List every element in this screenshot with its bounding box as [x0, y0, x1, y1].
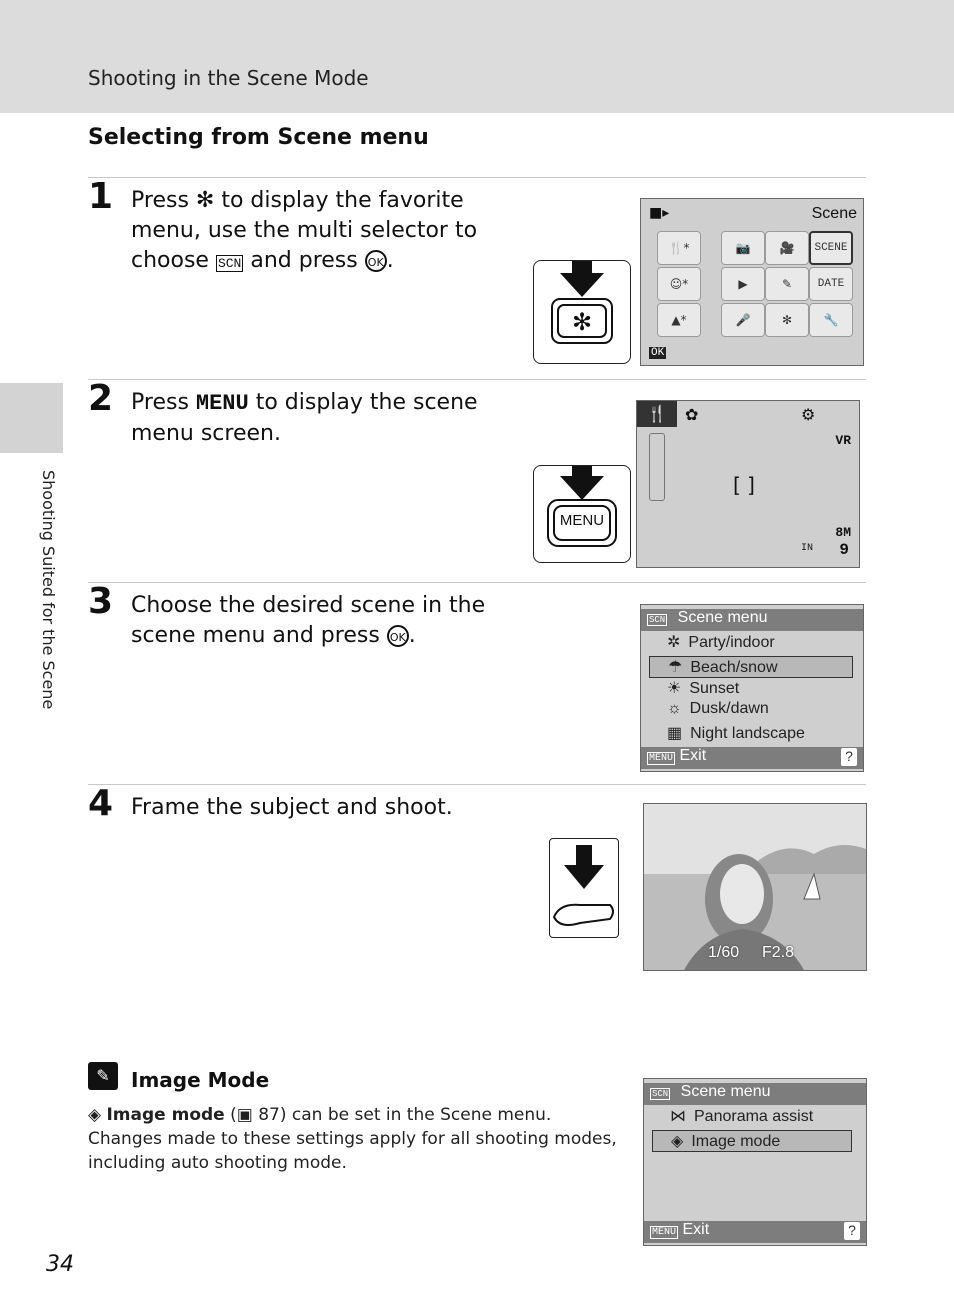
step-text: Choose the desired scene in the scene menu and press OK . — [131, 593, 486, 648]
zoom-indicator — [649, 433, 665, 501]
night-landscape-icon: ▦ — [667, 725, 683, 742]
reference-icon: ▣ — [236, 1105, 253, 1125]
help-icon: ? — [844, 1222, 860, 1240]
exposures-remaining: 9 — [839, 541, 849, 559]
scene-icon: SCN — [217, 256, 242, 271]
help-icon: ? — [841, 748, 857, 766]
divider — [88, 177, 866, 178]
shooting-photo-screen — [643, 803, 867, 971]
scene-icon: SCN — [652, 1089, 669, 1099]
step-text: Press MENU to display the scene menu screen. — [131, 390, 478, 446]
camera-icon: 📷 — [721, 231, 765, 265]
favorite-button-illustration — [533, 260, 631, 364]
menu-item-selected[interactable]: ◈ Image mode — [652, 1130, 852, 1152]
menu-footer — [641, 747, 863, 769]
screen-title: Scene — [811, 205, 857, 222]
note-title: Image Mode — [131, 1068, 270, 1092]
aperture: F2.8 — [762, 944, 795, 961]
favorite-menu-screen — [640, 198, 864, 366]
movie-icon: 🎥 — [765, 231, 809, 265]
svg-text:✻: ✻ — [571, 308, 593, 336]
menu-item[interactable]: ▦ Night landscape — [667, 725, 805, 742]
macro-icon: ✿ — [685, 405, 699, 424]
scene-icon: SCENE — [809, 231, 853, 265]
ok-icon: OK — [365, 250, 387, 272]
menu-title-bar — [644, 1083, 866, 1105]
page-number: 34 — [46, 1252, 74, 1277]
scene-icon: SCN — [649, 615, 666, 625]
divider — [88, 784, 866, 785]
menu-item[interactable]: ☼ Dusk/dawn — [667, 700, 769, 717]
image-mode-menu-screen — [643, 1078, 867, 1246]
setup-icon: 🔧 — [809, 303, 853, 337]
page-header — [0, 0, 954, 113]
image-mode-icon: ◈ — [88, 1105, 102, 1125]
menu-button-label: MENU — [559, 512, 605, 529]
divider — [88, 582, 866, 583]
menu-title-bar — [641, 609, 863, 631]
menu-item[interactable]: ☀ Sunset — [667, 680, 740, 697]
step-text: Frame the subject and shoot. — [131, 795, 453, 820]
image-mode-icon: ◈ — [671, 1133, 684, 1150]
menu-item[interactable]: ✲ Party/indoor — [667, 634, 775, 651]
date-icon: DATE — [809, 267, 853, 301]
press-arrow-icon — [534, 261, 630, 363]
scene-menu-screen — [640, 604, 864, 772]
ok-icon: OK — [387, 625, 409, 647]
voice-icon: 🎤 — [721, 303, 765, 337]
menu-title: Scene menu — [680, 1083, 771, 1100]
menu-icon: MENU — [195, 391, 249, 416]
note-icon: ✎ — [88, 1062, 118, 1090]
sunset-icon: ☀ — [667, 680, 682, 697]
portrait-icon: ☺* — [657, 267, 701, 301]
menu-item[interactable]: ⋈ Panorama assist — [670, 1108, 814, 1125]
ok-icon: OK — [651, 347, 665, 359]
camera-mode-icon: ■▸ — [649, 205, 670, 221]
section-title: Selecting from Scene menu — [88, 125, 429, 150]
dusk-icon: ☼ — [667, 700, 682, 717]
step-number: 4 — [88, 783, 114, 824]
portrait-photo — [644, 804, 866, 970]
side-tab — [0, 383, 63, 453]
food-mode-icon: 🍴 — [637, 401, 677, 427]
step-text: Press ✻ to display the favorite menu, use the multi selector to choose SCN and press OK . — [131, 188, 478, 273]
step-number: 1 — [88, 176, 114, 217]
party-icon: ✲ — [667, 634, 681, 651]
shutter-icon — [550, 839, 618, 937]
header-title: Shooting in the Scene Mode — [88, 66, 369, 90]
menu-icon: MENU — [652, 1227, 677, 1238]
panorama-icon: ⋈ — [670, 1108, 686, 1125]
divider — [88, 379, 866, 380]
shutter-speed: 1/60 — [708, 944, 740, 961]
shutter-button-illustration — [549, 838, 619, 938]
edit-icon: ✎ — [765, 267, 809, 301]
step-number: 2 — [88, 378, 114, 419]
image-size-icon: 8M — [835, 525, 851, 540]
menu-item-selected[interactable]: ☂ Beach/snow — [649, 656, 853, 678]
food-icon: 🍴* — [657, 231, 701, 265]
exit-label: Exit — [682, 1221, 710, 1238]
favorite-icon: ✻ — [765, 303, 809, 337]
vr-icon: VR — [835, 433, 851, 448]
step-number: 3 — [88, 581, 114, 622]
exit-label: Exit — [679, 747, 707, 764]
menu-footer — [644, 1221, 866, 1243]
menu-title: Scene menu — [677, 609, 768, 626]
favorite-star-icon: ✻ — [195, 188, 215, 213]
flash-icon: ⚙ — [801, 405, 816, 424]
side-tab-label: Shooting Suited for the Scene — [39, 470, 58, 710]
menu-button-illustration — [533, 465, 631, 563]
focus-bracket: [ ] — [733, 473, 755, 497]
playback-icon: ▶ — [721, 267, 765, 301]
beach-icon: ☂ — [668, 659, 683, 676]
menu-icon: MENU — [649, 753, 674, 764]
shooting-screen — [636, 400, 860, 568]
internal-memory-icon: IN — [801, 543, 814, 554]
note-body: ◈ Image mode (▣ 87) can be set in the Scene menu. Changes made to these settings apply for all shooting modes, including auto shooting mode. — [88, 1105, 617, 1173]
landscape-icon: ▲* — [657, 303, 701, 337]
